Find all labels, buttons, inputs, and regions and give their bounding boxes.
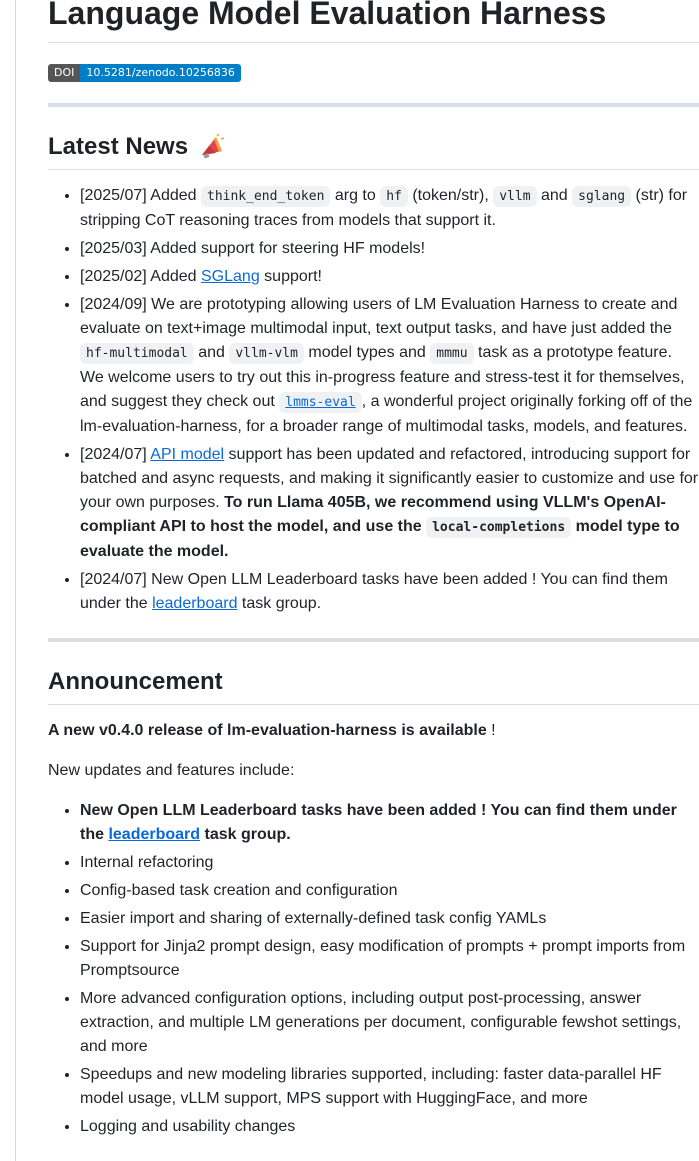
news-text: [2025/07] Added — [80, 187, 201, 204]
news-text: task as a prototype feature. We welcome users to try out this in-progress feature and stress-test it for themselves, and suggest they check out — [80, 344, 685, 410]
news-bold-text: To run Llama 405B, we recommend using VLLM's OpenAI-compliant API to host the model, and use the — [80, 494, 666, 535]
code-hf-multimodal: hf-multimodal — [80, 343, 194, 364]
code-mmmu: mmmu — [430, 343, 473, 364]
readme-content — [48, 0, 699, 1143]
announcement-list — [48, 799, 699, 1139]
news-text: arg to — [330, 187, 381, 204]
news-text: model types and — [303, 344, 431, 361]
news-item — [80, 265, 699, 289]
news-text: task group. — [237, 595, 322, 612]
news-text: support! — [259, 268, 322, 285]
doi-badge-label: DOI — [48, 64, 80, 82]
code-sglang: sglang — [572, 186, 631, 207]
news-heading — [48, 132, 699, 170]
code-vllm-vlm: vllm-vlm — [229, 343, 304, 364]
ann-bold-text: New Open LLM Leaderboard tasks have been added ! You can find them under the — [80, 802, 677, 843]
news-text: , a wonderful project originally forking off of the lm-evaluation-harness, for a broader range of multimodal tasks, models, and features. — [80, 393, 693, 435]
news-bold-text: model type to evaluate the model. — [80, 518, 680, 560]
news-item — [80, 293, 699, 439]
code-local-completions: local-completions — [426, 517, 571, 538]
section-divider — [48, 638, 699, 642]
code-hf: hf — [380, 186, 408, 207]
doi-badge[interactable] — [48, 64, 241, 82]
release-bold: A new v0.4.0 release of lm-evaluation-harness is available — [48, 722, 487, 739]
leaderboard-link[interactable]: leaderboard — [152, 595, 238, 612]
news-text: [2025/02] Added — [80, 268, 201, 285]
megaphone-icon — [198, 133, 226, 161]
release-tail: ! — [486, 722, 496, 739]
list-item: • Logging and usability changes — [80, 1115, 699, 1139]
updates-intro: New updates and features include: — [48, 762, 295, 779]
release-note — [48, 719, 699, 743]
sglang-link[interactable]: SGLang — [201, 268, 260, 285]
list-item: • Support for Jinja2 prompt design, easy modification of prompts + prompt imports from Promptsource — [80, 935, 699, 983]
code-vllm: vllm — [493, 186, 536, 207]
news-item — [80, 568, 699, 616]
news-text: [2024/09] We are prototyping allowing users of LM Evaluation Harness to create and evaluate on text+image multimodal input, text output tasks, and have just added the — [80, 296, 678, 337]
news-text: [2024/07] — [80, 446, 151, 463]
doi-badge-value: 10.5281/zenodo.10256836 — [80, 64, 240, 82]
list-item: • Config-based task creation and configuration — [80, 879, 699, 903]
news-text: and — [193, 344, 230, 361]
news-text: [2025/03] Added support for steering HF models! — [80, 240, 426, 257]
list-item: • Internal refactoring — [80, 851, 699, 875]
code-think-end-token: think_end_token — [201, 186, 330, 207]
news-text: (token/str), — [407, 187, 494, 204]
badge-row — [48, 60, 699, 80]
list-item: • More advanced configuration options, including output post-processing, answer extraction, and multiple LM generations per document, configurable fewshot settings, and more — [80, 987, 699, 1059]
news-text: and — [536, 187, 573, 204]
left-border — [15, 0, 16, 1161]
announcement-heading: Announcement — [48, 667, 699, 705]
list-item: • Speedups and new modeling libraries supported, including: faster data-parallel HF model usage, vLLM support, MPS support with HuggingFace, and more — [80, 1063, 699, 1111]
news-list — [48, 184, 699, 616]
news-text: [2024/07] New Open LLM Leaderboard tasks have been added ! You can find them under the — [80, 571, 668, 612]
section-divider — [48, 103, 699, 107]
ann-bold-text: task group. — [200, 826, 291, 843]
news-item — [80, 443, 699, 564]
lmms-eval-link[interactable] — [279, 393, 361, 410]
news-text: support has been updated and refactored, introducing support for batched and async requests, and making it significantly easier to customize and use for your own purposes. — [80, 446, 699, 511]
news-item — [80, 184, 699, 233]
news-heading-text: Latest News — [48, 133, 189, 160]
list-item: • Easier import and sharing of externally-defined task config YAMLs — [80, 907, 699, 931]
api-model-link[interactable]: API model — [150, 446, 225, 463]
news-text: (str) for stripping CoT reasoning traces from models that support it. — [80, 187, 688, 229]
news-item — [80, 237, 699, 261]
list-item — [80, 799, 699, 847]
page-title: Language Model Evaluation Harness — [48, 0, 699, 43]
leaderboard-link[interactable]: leaderboard — [108, 826, 201, 843]
code-lmms-eval: lmms-eval — [279, 392, 361, 413]
